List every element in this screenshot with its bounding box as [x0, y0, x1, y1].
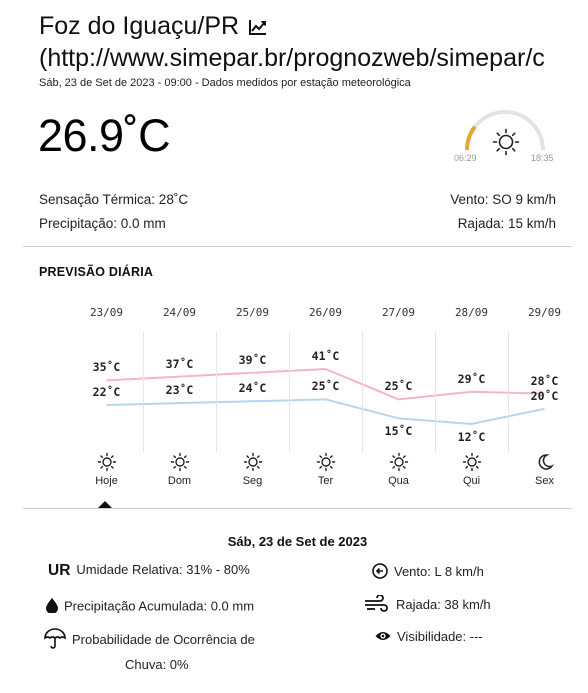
humidity-row: [48, 562, 250, 580]
day-date: 24/09: [162, 306, 197, 319]
wind-direction-icon: [372, 563, 388, 582]
sun-icon: [316, 452, 336, 472]
detail-date: Sáb, 23 de Set de 2023: [227, 534, 368, 549]
max-temp-label: 28˚C: [530, 373, 559, 388]
day-date: 25/09: [235, 306, 270, 319]
min-temp-label: 20˚C: [530, 388, 559, 403]
forecast-day[interactable]: [289, 300, 362, 495]
trend-chart-icon[interactable]: [248, 12, 268, 44]
current-precipitation: Precipitação: 0.0 mm: [39, 216, 166, 231]
precip-value: Precipitação Acumulada: 0.0 mm: [64, 598, 255, 614]
max-temp-label: 41˚C: [311, 349, 340, 363]
min-temp-label: 25˚C: [311, 379, 340, 394]
raindrop-icon: [46, 598, 58, 616]
selected-day-pointer: [98, 501, 112, 508]
feels-like: Sensação Térmica: 28˚C: [39, 192, 189, 207]
daily-forecast-strip[interactable]: [70, 300, 588, 505]
current-wind: Vento: SO 9 km/h: [450, 192, 556, 207]
min-temp-label: 23˚C: [165, 383, 194, 398]
sun-icon: [97, 452, 117, 472]
forecast-day[interactable]: [508, 300, 581, 495]
divider: [23, 508, 572, 509]
sunset-time: 18:35: [531, 153, 554, 163]
sun-icon: [494, 130, 519, 155]
precip-row: [46, 598, 254, 616]
city-title: [39, 10, 268, 44]
rain-prob-line1: Probabilidade de Ocorrência de: [72, 631, 255, 647]
max-temp-label: 35˚C: [92, 360, 121, 375]
min-temp-label: 15˚C: [384, 424, 413, 439]
city-name: Foz do Iguaçu/PR: [39, 12, 240, 40]
humidity-value: Umidade Relativa: 31% - 80%: [76, 562, 250, 577]
sun-icon: [462, 452, 482, 472]
source-url-link[interactable]: (http://www.simepar.br/prognozweb/simepar/c: [39, 44, 545, 72]
sun-icon: [389, 452, 409, 472]
detail-gust-value: Rajada: 38 km/h: [396, 596, 491, 612]
detail-gust-row: [364, 595, 491, 616]
day-date: 23/09: [89, 306, 124, 319]
forecast-day[interactable]: [435, 300, 508, 495]
ur-icon: UR: [48, 562, 71, 579]
visibility-row: [375, 629, 483, 645]
max-temp-label: 29˚C: [457, 371, 486, 386]
sunrise-time: 06:29: [454, 153, 477, 163]
max-temp-label: 37˚C: [165, 356, 194, 371]
forecast-day[interactable]: [362, 300, 435, 495]
current-temperature: 26.9˚C: [38, 110, 171, 161]
day-name: Sex: [535, 475, 554, 487]
day-name: Ter: [317, 475, 334, 487]
day-date: 26/09: [308, 306, 343, 319]
eye-icon: [375, 630, 391, 645]
min-temp-label: 12˚C: [457, 430, 486, 444]
current-gust: Rajada: 15 km/h: [457, 216, 556, 231]
sun-icon: [170, 452, 190, 472]
measurement-subtitle: Sáb, 23 de Set de 2023 - 09:00 - Dados medidos por estação meteorológica: [39, 77, 411, 89]
forecast-day[interactable]: [216, 300, 289, 495]
max-temp-label: 39˚C: [238, 352, 267, 367]
rain-prob-row: [44, 628, 255, 653]
detail-wind-value: Vento: L 8 km/h: [394, 563, 484, 579]
divider: [23, 246, 572, 247]
umbrella-icon: [44, 628, 66, 653]
day-date: 27/09: [381, 306, 416, 319]
rain-prob-line2: Chuva: 0%: [125, 657, 189, 672]
forecast-day[interactable]: [70, 300, 143, 495]
day-name: Seg: [242, 475, 263, 487]
day-name: Dom: [167, 475, 192, 487]
wind-gust-icon: [364, 595, 390, 616]
day-name: Qua: [388, 475, 409, 487]
day-name: Qui: [462, 475, 481, 487]
max-temp-label: 25˚C: [384, 379, 413, 394]
forecast-title: PREVISÃO DIÁRIA: [39, 265, 154, 279]
visibility-value: Visibilidade: ---: [397, 629, 483, 644]
day-date: 29/09: [527, 306, 562, 319]
day-date: 28/09: [454, 306, 489, 319]
sun-icon: [243, 452, 263, 472]
detail-wind-row: [372, 563, 484, 582]
forecast-day[interactable]: [143, 300, 216, 495]
moon-icon: [535, 452, 555, 472]
min-temp-label: 24˚C: [238, 381, 267, 396]
min-temp-label: 22˚C: [92, 385, 121, 400]
day-name: Hoje: [95, 475, 118, 487]
